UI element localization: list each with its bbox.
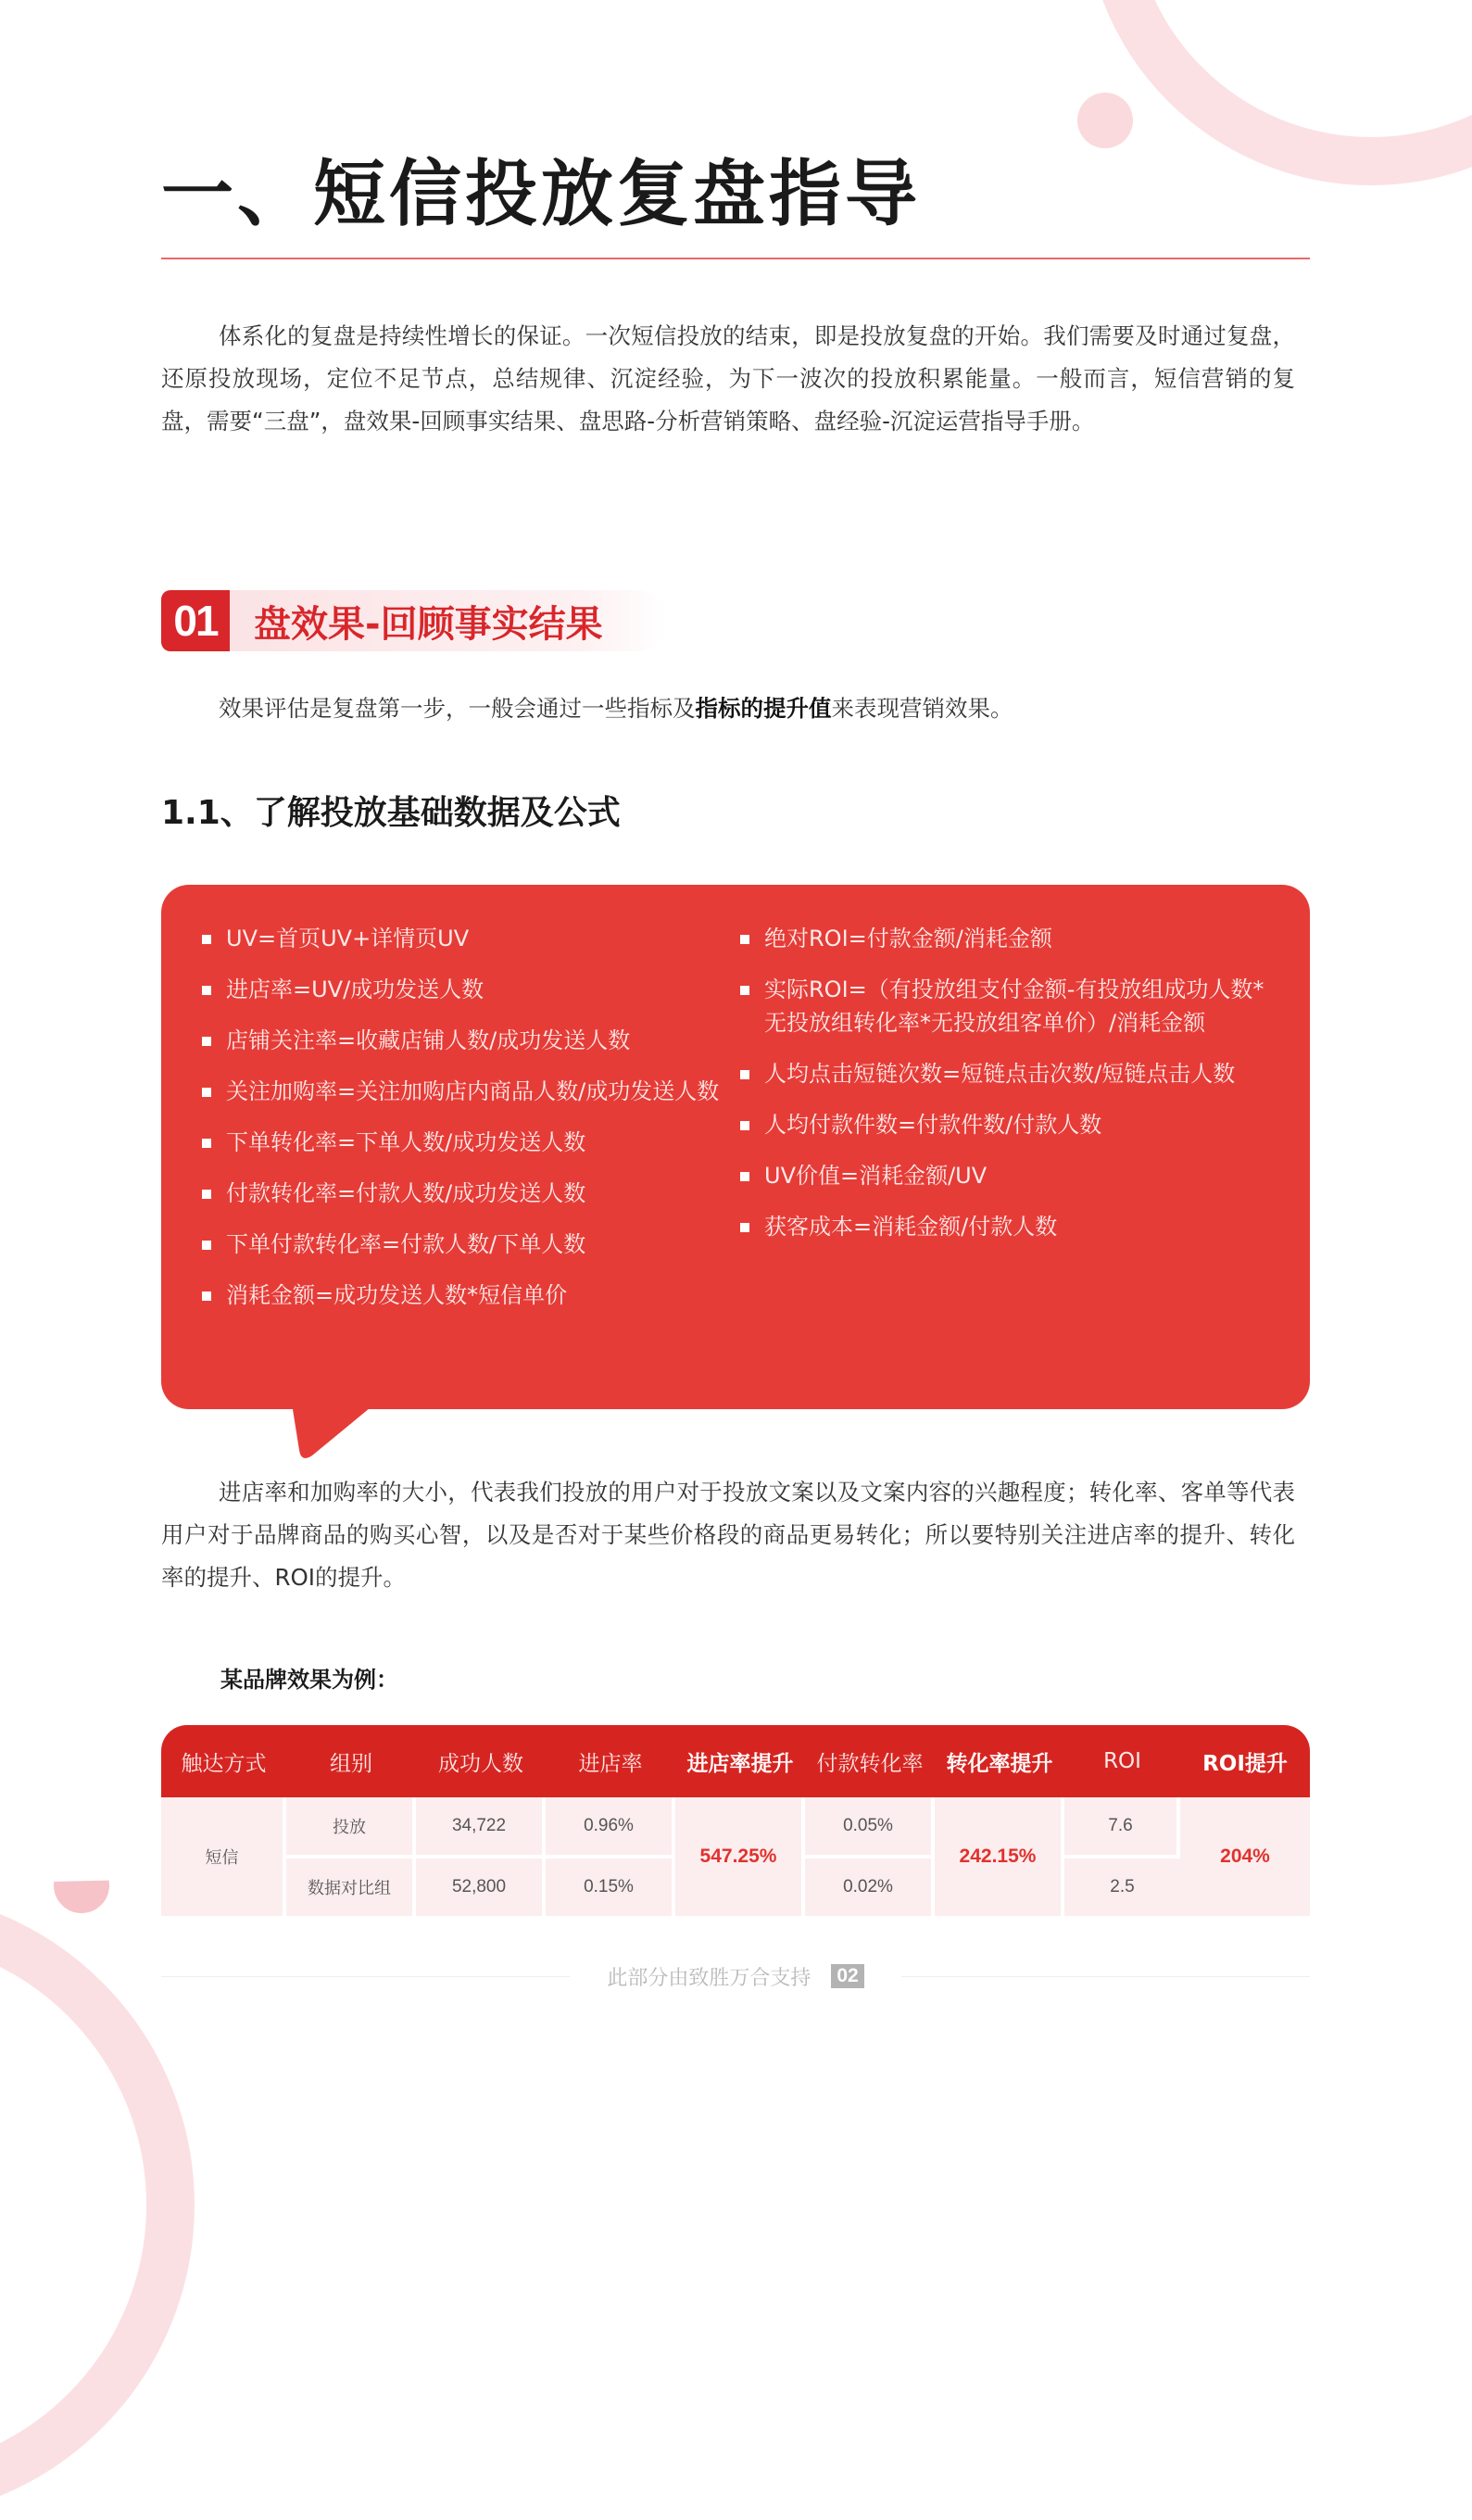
formula-item: UV=首页UV+详情页UV bbox=[202, 922, 721, 955]
header-channel: 触达方式 bbox=[161, 1725, 286, 1797]
section-label: 盘效果-回顾事实结果 bbox=[230, 590, 668, 651]
formula-item: 人均付款件数=付款件数/付款人数 bbox=[740, 1108, 1277, 1141]
square-bullet-icon bbox=[740, 1070, 749, 1079]
cell-success: 34,722 bbox=[416, 1797, 546, 1858]
header-roi: ROI bbox=[1064, 1725, 1180, 1797]
cell-success: 52,800 bbox=[416, 1858, 546, 1920]
cell-roi: 7.6 bbox=[1064, 1797, 1180, 1858]
cell-group: 投放 bbox=[286, 1797, 416, 1858]
formula-panel bbox=[161, 885, 1310, 1409]
square-bullet-icon bbox=[740, 1172, 749, 1181]
lead-paragraph bbox=[161, 687, 1295, 730]
header-store-rate-lift: 进店率提升 bbox=[675, 1725, 805, 1797]
effect-table bbox=[161, 1725, 1310, 1920]
square-bullet-icon bbox=[202, 1292, 211, 1301]
formula-item: UV价值=消耗金额/UV bbox=[740, 1159, 1277, 1192]
section-heading bbox=[161, 590, 668, 651]
cell-store-rate: 0.96% bbox=[546, 1797, 675, 1858]
header-roi-lift: ROI提升 bbox=[1180, 1725, 1310, 1797]
formula-item: 关注加购率=关注加购店内商品人数/成功发送人数 bbox=[202, 1075, 721, 1108]
table-header-row bbox=[161, 1725, 1310, 1797]
decorative-ring-top bbox=[1084, 0, 1472, 185]
square-bullet-icon bbox=[202, 986, 211, 995]
footer-credit: 此部分由致胜万合支持 bbox=[607, 1966, 811, 1990]
formula-item: 绝对ROI=付款金额/消耗金额 bbox=[740, 922, 1277, 955]
formula-item: 获客成本=消耗金额/付款人数 bbox=[740, 1210, 1277, 1243]
cell-store-rate-lift: 547.25% bbox=[675, 1797, 805, 1920]
cell-pay-rate: 0.05% bbox=[805, 1797, 935, 1858]
formula-item: 人均点击短链次数=短链点击次数/短链点击人数 bbox=[740, 1057, 1277, 1090]
subsection-title: 1.1、了解投放基础数据及公式 bbox=[161, 794, 621, 832]
section-number: 01 bbox=[161, 590, 230, 651]
square-bullet-icon bbox=[202, 1088, 211, 1097]
decorative-half-circle-bottom bbox=[43, 1846, 121, 1925]
cell-group: 数据对比组 bbox=[286, 1858, 416, 1920]
cell-store-rate: 0.15% bbox=[546, 1858, 675, 1920]
lead-text-bold: 指标的提升值 bbox=[695, 695, 832, 722]
cell-roi-lift: 204% bbox=[1180, 1797, 1310, 1920]
header-conversion-lift: 转化率提升 bbox=[935, 1725, 1064, 1797]
cell-conversion-lift: 242.15% bbox=[935, 1797, 1064, 1920]
intro-paragraph: 体系化的复盘是持续性增长的保证。一次短信投放的结束，即是投放复盘的开始。我们需要及时通过复盘，还原投放现场，定位不足节点，总结规律、沉淀经验，为下一波次的投放积累能量。一般而言，短信营销的复盘，需要“三盘”，盘效果-回顾事实结果、盘思路-分析营销策略、盘经验-沉淀运营指导手册。 bbox=[161, 322, 1295, 435]
analysis-paragraph: 进店率和加购率的大小，代表我们投放的用户对于投放文案以及文案内容的兴趣程度；转化率、客单等代表用户对于品牌商品的购买心智，以及是否对于某些价格段的商品更易转化；所以要特别关注进店率的提升、转化率的提升、ROI的提升。 bbox=[161, 1479, 1295, 1591]
square-bullet-icon bbox=[202, 1241, 211, 1250]
formula-list-left bbox=[202, 922, 721, 1329]
square-bullet-icon bbox=[740, 1121, 749, 1130]
page-footer bbox=[161, 1962, 1310, 1990]
cell-roi: 2.5 bbox=[1064, 1858, 1180, 1920]
formula-list-right bbox=[740, 922, 1277, 1261]
footer-rule-right bbox=[901, 1976, 1310, 1977]
decorative-dot-top bbox=[1077, 93, 1133, 148]
formula-item: 下单付款转化率=付款人数/下单人数 bbox=[202, 1228, 721, 1261]
square-bullet-icon bbox=[202, 1190, 211, 1199]
formula-item: 付款转化率=付款人数/成功发送人数 bbox=[202, 1177, 721, 1210]
header-pay-rate: 付款转化率 bbox=[805, 1725, 935, 1797]
formula-item: 下单转化率=下单人数/成功发送人数 bbox=[202, 1126, 721, 1159]
square-bullet-icon bbox=[202, 1037, 211, 1046]
lead-text-before: 效果评估是复盘第一步，一般会通过一些指标及 bbox=[219, 695, 696, 722]
title-divider bbox=[161, 258, 1310, 259]
formula-item: 消耗金额=成功发送人数*短信单价 bbox=[202, 1279, 721, 1312]
formula-item: 进店率=UV/成功发送人数 bbox=[202, 973, 721, 1006]
square-bullet-icon bbox=[740, 986, 749, 995]
example-label: 某品牌效果为例： bbox=[220, 1667, 398, 1693]
page-title: 一、短信投放复盘指导 bbox=[161, 153, 922, 236]
square-bullet-icon bbox=[202, 935, 211, 944]
footer-rule-left bbox=[161, 1976, 570, 1977]
square-bullet-icon bbox=[202, 1139, 211, 1148]
square-bullet-icon bbox=[740, 1223, 749, 1232]
speech-bubble-tail-icon bbox=[292, 1404, 375, 1459]
table-row bbox=[161, 1797, 1310, 1858]
header-success: 成功人数 bbox=[416, 1725, 546, 1797]
square-bullet-icon bbox=[740, 935, 749, 944]
formula-item: 实际ROI=（有投放组支付金额-有投放组成功人数*无投放组转化率*无投放组客单价）/消耗金额 bbox=[740, 973, 1277, 1040]
page-number: 02 bbox=[831, 1964, 863, 1988]
header-group: 组别 bbox=[286, 1725, 416, 1797]
lead-text-after: 来表现营销效果。 bbox=[831, 695, 1013, 722]
cell-channel: 短信 bbox=[161, 1797, 286, 1920]
formula-item: 店铺关注率=收藏店铺人数/成功发送人数 bbox=[202, 1024, 721, 1057]
cell-pay-rate: 0.02% bbox=[805, 1858, 935, 1920]
header-store-rate: 进店率 bbox=[546, 1725, 675, 1797]
